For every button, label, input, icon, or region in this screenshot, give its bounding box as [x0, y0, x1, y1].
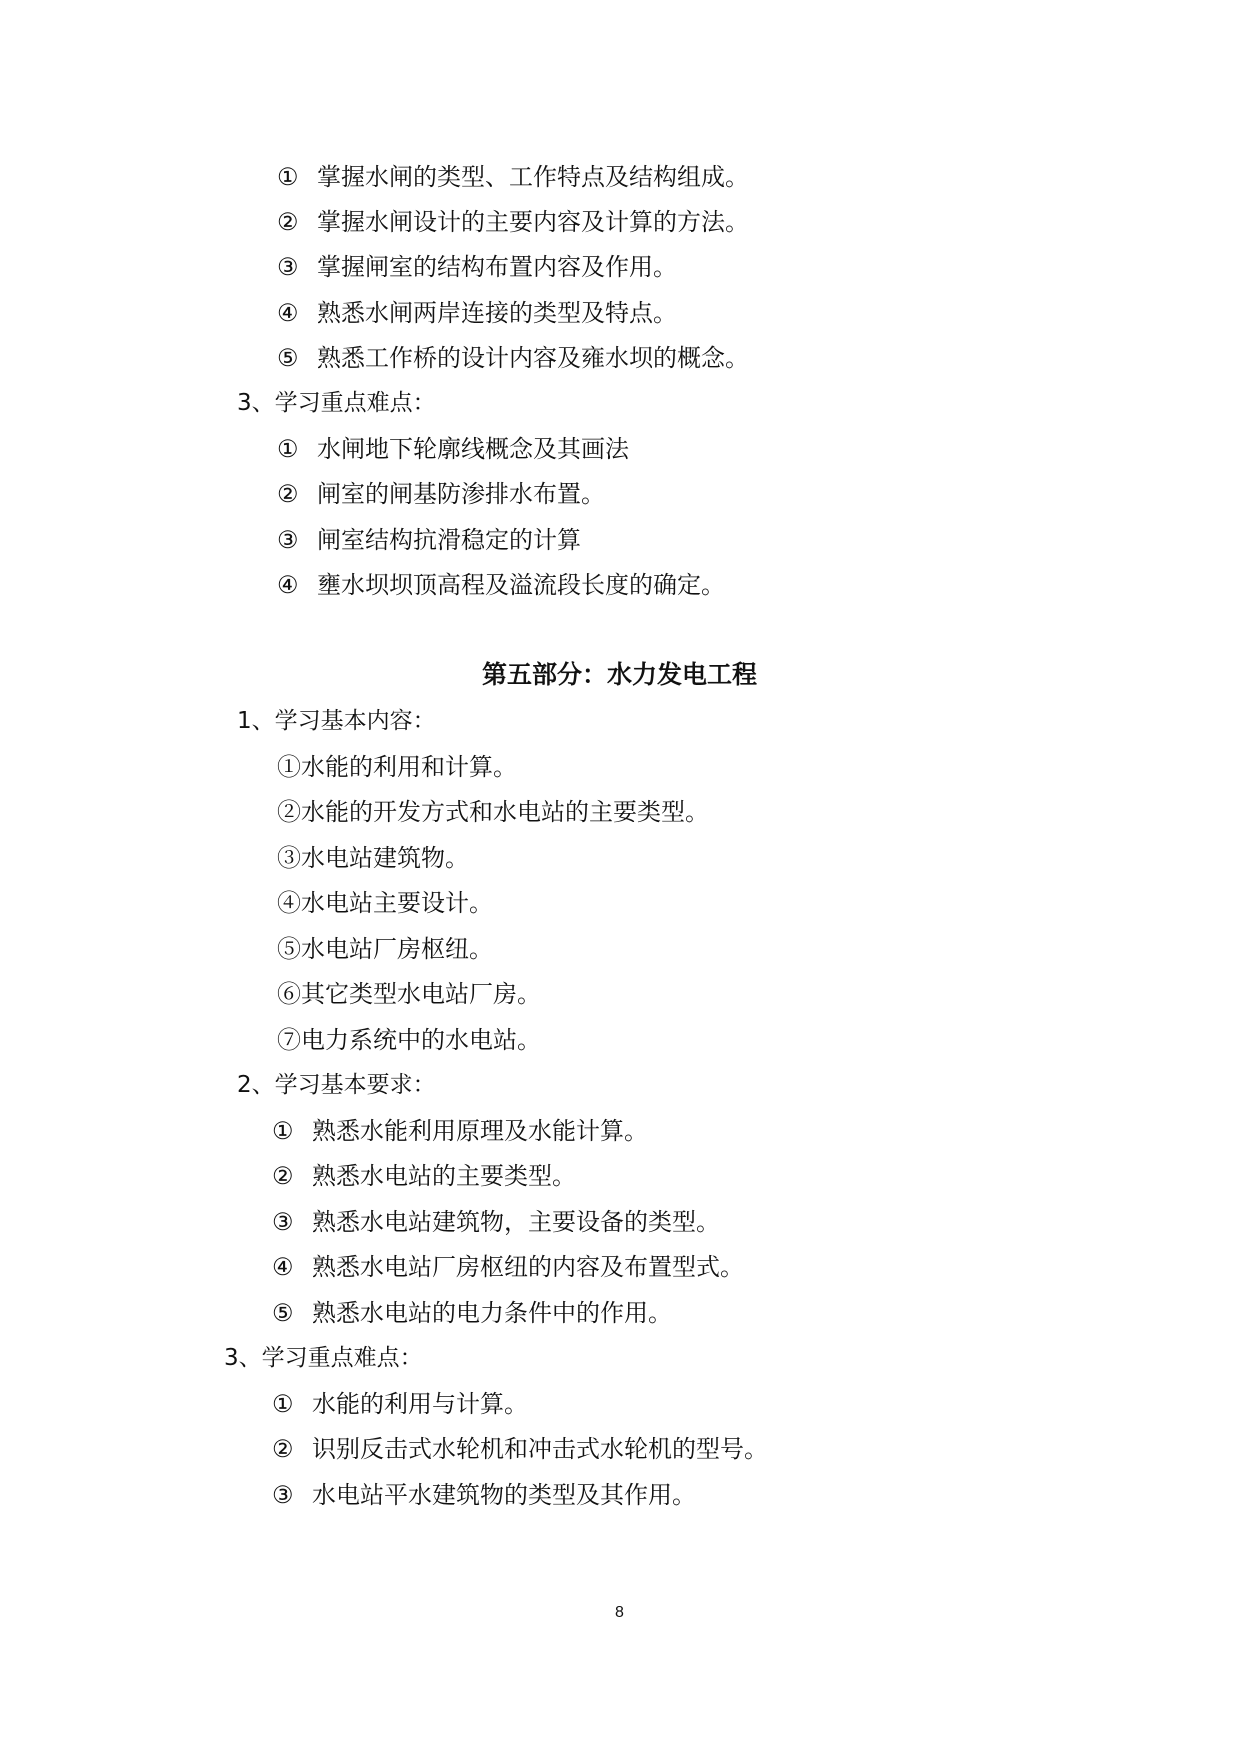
list-item: [277, 298, 677, 328]
list-text: 熟悉水电站厂房枢纽的内容及布置型式。: [312, 1253, 744, 1281]
part-title: 第五部分：水力发电工程: [481, 660, 757, 689]
list-item: [277, 343, 749, 373]
list-marker: ⑤: [272, 1299, 294, 1327]
list-marker: ③: [277, 526, 299, 554]
list-marker: ②: [272, 1435, 294, 1463]
list-item: [272, 1207, 720, 1237]
page-number: 8: [615, 1604, 624, 1621]
list-text: 掌握闸室的结构布置内容及作用。: [317, 253, 677, 281]
section-heading: 3、学习重点难点：: [224, 1345, 423, 1371]
list-text: 壅水坝坝顶高程及溢流段长度的确定。: [317, 571, 725, 599]
list-marker: ④: [272, 1253, 294, 1281]
list-text: 识别反击式水轮机和冲击式水轮机的型号。: [312, 1435, 768, 1463]
list-text: 熟悉工作桥的设计内容及雍水坝的概念。: [317, 344, 749, 372]
list-item: ①水能的利用和计算。: [277, 753, 517, 781]
list-item: [272, 1298, 672, 1328]
list-text: 熟悉水闸两岸连接的类型及特点。: [317, 299, 677, 327]
section-heading: 2、学习基本要求：: [237, 1072, 436, 1098]
list-text: 掌握水闸设计的主要内容及计算的方法。: [317, 208, 749, 236]
list-marker: ③: [277, 253, 299, 281]
list-item: [277, 252, 677, 282]
list-marker: ②: [272, 1162, 294, 1190]
list-item: [277, 570, 725, 600]
list-marker: ②: [277, 208, 299, 236]
section-heading: 1、学习基本内容：: [237, 708, 436, 734]
list-item: [272, 1161, 576, 1191]
list-marker: ②: [277, 480, 299, 508]
list-item: [272, 1252, 744, 1282]
list-item: [272, 1116, 648, 1146]
list-marker: ①: [272, 1390, 294, 1418]
list-text: 掌握水闸的类型、工作特点及结构组成。: [317, 163, 749, 191]
list-item: ③水电站建筑物。: [277, 844, 469, 872]
list-item: [277, 434, 629, 464]
list-text: 水电站平水建筑物的类型及其作用。: [312, 1481, 696, 1509]
list-item: [277, 162, 749, 192]
list-marker: ④: [277, 299, 299, 327]
list-item: [277, 525, 581, 555]
list-marker: ③: [272, 1208, 294, 1236]
section-heading: 3、学习重点难点：: [237, 390, 436, 416]
list-item: [272, 1389, 528, 1419]
list-text: 熟悉水电站的电力条件中的作用。: [312, 1299, 672, 1327]
list-item: [272, 1480, 696, 1510]
list-text: 闸室的闸基防渗排水布置。: [317, 480, 605, 508]
list-item: ②水能的开发方式和水电站的主要类型。: [277, 798, 709, 826]
list-text: 闸室结构抗滑稳定的计算: [317, 526, 581, 554]
list-item: ⑥其它类型水电站厂房。: [277, 980, 541, 1008]
list-item: ⑤水电站厂房枢纽。: [277, 935, 493, 963]
list-marker: ①: [272, 1117, 294, 1145]
list-marker: ①: [277, 163, 299, 191]
list-marker: ③: [272, 1481, 294, 1509]
list-marker: ①: [277, 435, 299, 463]
list-text: 熟悉水电站的主要类型。: [312, 1162, 576, 1190]
list-text: 熟悉水能利用原理及水能计算。: [312, 1117, 648, 1145]
list-marker: ④: [277, 571, 299, 599]
list-item: ④水电站主要设计。: [277, 889, 493, 917]
list-item: [272, 1434, 768, 1464]
list-text: 水闸地下轮廓线概念及其画法: [317, 435, 629, 463]
list-item: ⑦电力系统中的水电站。: [277, 1026, 541, 1054]
list-item: [277, 479, 605, 509]
list-item: [277, 207, 749, 237]
list-text: 熟悉水电站建筑物，主要设备的类型。: [312, 1208, 720, 1236]
list-marker: ⑤: [277, 344, 299, 372]
list-text: 水能的利用与计算。: [312, 1390, 528, 1418]
